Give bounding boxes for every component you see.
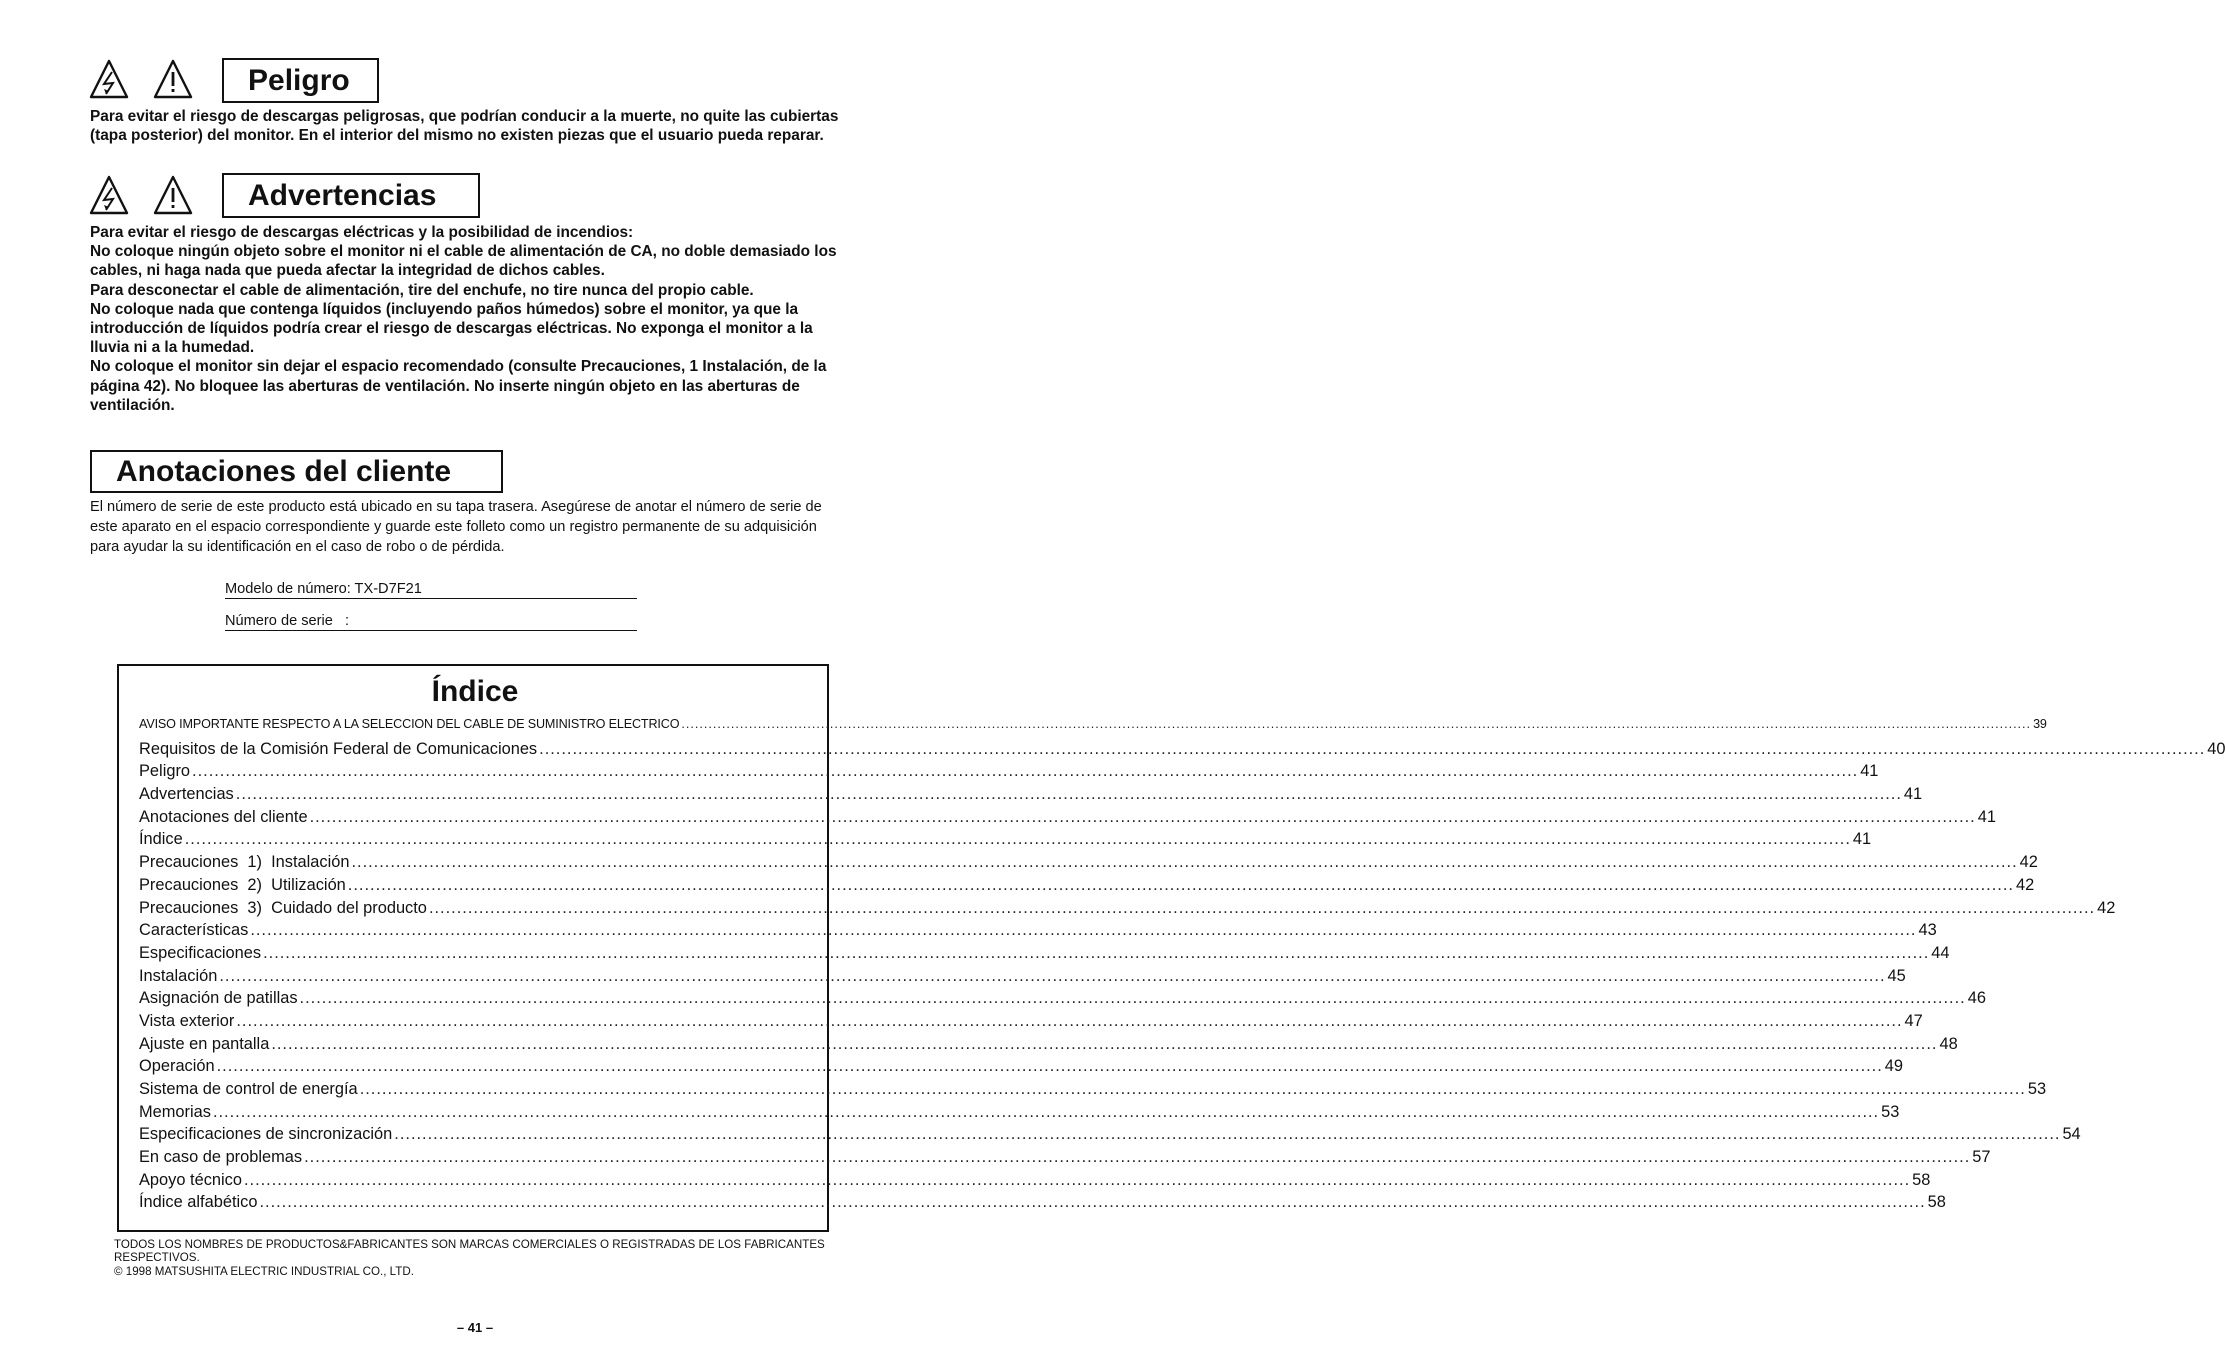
- toc-entry: [139, 1102, 1900, 1126]
- advertencias-heading: [222, 173, 480, 218]
- toc-entry-label: Anotaciones del cliente: [139, 807, 308, 826]
- toc-entry: [139, 1148, 1991, 1171]
- toc-entry-page: 44: [1931, 943, 1950, 962]
- toc-entry: [139, 966, 1906, 990]
- toc-entry-label: Precauciones 3) Cuidado del producto: [139, 898, 427, 917]
- toc-entry: [139, 853, 2038, 876]
- toc-entry-label: AVISO IMPORTANTE RESPECTO A LA SELECCION DEL CABLE DE SUMINISTRO ELECTRICO: [139, 717, 680, 731]
- toc-entry: [139, 739, 2226, 763]
- toc-entry: [139, 785, 1923, 808]
- toc-entry-page: 41: [1977, 807, 1996, 826]
- toc-entry-label: Memorias: [139, 1102, 211, 1121]
- toc-dot-leader: ............................................................................................................................................................................................................................................................................................................: [212, 1102, 1880, 1121]
- toc-entry-label: Peligro: [139, 762, 191, 781]
- toc-dot-leader: ............................................................................................................................................................................................................................................................................................................: [243, 1170, 1911, 1189]
- toc-dot-leader: ............................................................................................................................................................................................................................................................................................................: [359, 1080, 2026, 1098]
- toc-entry: [139, 1193, 1946, 1216]
- toc-dot-leader: ............................................................................................................................................................................................................................................................................................................: [263, 943, 1930, 962]
- model-number-field: [225, 580, 637, 599]
- toc-entry-label: Índice: [139, 830, 183, 849]
- caution-exclamation-icon: [152, 174, 194, 216]
- toc-entry-page: 48: [1939, 1034, 1958, 1053]
- toc-entry: [139, 830, 1872, 853]
- toc-entry: [139, 762, 1879, 785]
- toc-entry-label: Características: [139, 921, 249, 940]
- toc-entry-label: En caso de problemas: [139, 1148, 303, 1167]
- toc-dot-leader: ............................................................................................................................................................................................................................................................................................................: [347, 875, 2014, 894]
- index-title: Índice: [431, 675, 519, 708]
- toc-entry: [139, 875, 2035, 899]
- model-number-label: Modelo de número:: [225, 581, 351, 597]
- toc-entry-label: Precauciones 2) Utilización: [139, 875, 346, 894]
- toc-entry-label: Vista exterior: [139, 1011, 235, 1030]
- toc-dot-leader: ............................................................................................................................................................................................................................................................................................................: [299, 989, 1966, 1008]
- peligro-title: Peligro: [248, 63, 350, 97]
- toc-entry-page: 46: [1967, 989, 1986, 1008]
- toc-entry-label: Especificaciones: [139, 943, 262, 962]
- toc-entry-page: 57: [1972, 1148, 1991, 1167]
- toc-entry: [139, 943, 1950, 967]
- toc-entry: [139, 921, 1937, 944]
- toc-entry: [139, 807, 1996, 831]
- toc-dot-leader: ............................................................................................................................................................................................................................................................................................................: [192, 762, 1859, 781]
- toc-entry: [139, 717, 2047, 740]
- toc-dot-leader: ............................................................................................................................................................................................................................................................................................................: [681, 717, 2032, 731]
- electric-shock-warning-icon: [88, 58, 130, 100]
- footer-notice: TODOS LOS NOMBRES DE PRODUCTOS&FABRICANTES SON MARCAS COMERCIALES O REGISTRADAS DE LOS FABRICANTES RESPECTIVOS. © 1998 MATSUSHITA ELECTRIC INDUSTRIAL CO., LTD.: [114, 1238, 825, 1278]
- toc-entry: [139, 1011, 1923, 1035]
- toc-entry-label: Apoyo técnico: [139, 1170, 242, 1189]
- toc-dot-leader: ............................................................................................................................................................................................................................................................................................................: [216, 1057, 1883, 1076]
- toc-entry-page: 58: [1927, 1193, 1946, 1212]
- advertencias-text: Para evitar el riesgo de descargas eléctricas y la posibilidad de incendios: No coloque ningún objeto sobre el monitor ni el cable de alimentación de CA, no doble demasiado los cables, ni haga nada que pueda afectar la integridad de dichos cables. Para desconectar el cable de alimentación, tire del enchufe, no tire nunca del propio cable. No coloque nada que contenga líquidos (incluyendo paños húmedos) sobre el monitor, ya que la introducción de líquidos podría crear el riesgo de descargas eléctricas. No exponga el monitor a la lluvia ni a la humedad. No coloque el monitor sin dejar el espacio recomendado (consulte Precauciones, 1 Instalación, de la página 42). No bloquee las aberturas de ventilación. No inserte ningún objeto en las aberturas de ventilación.: [90, 224, 837, 414]
- toc-entry-page: 43: [1918, 921, 1937, 940]
- peligro-text: Para evitar el riesgo de descargas peligrosas, que podrían conducir a la muerte, no quite las cubiertas (tapa posterior) del monitor. En el interior del mismo no existen piezas que el usuario pueda reparar.: [90, 108, 839, 145]
- toc-entry-page: 40: [2207, 739, 2226, 758]
- toc-dot-leader: ............................................................................................................................................................................................................................................................................................................: [219, 966, 1886, 985]
- toc-entry-page: 58: [1912, 1170, 1931, 1189]
- toc-entry-page: 41: [1852, 830, 1872, 849]
- anotaciones-title: Anotaciones del cliente: [116, 454, 452, 488]
- toc-dot-leader: ............................................................................................................................................................................................................................................................................................................: [394, 1125, 2061, 1144]
- advertencias-title: Advertencias: [248, 178, 437, 212]
- toc-entry-page: 41: [1903, 785, 1923, 804]
- toc-entry-label: Ajuste en pantalla: [139, 1034, 270, 1053]
- toc-dot-leader: ............................................................................................................................................................................................................................................................................................................: [309, 807, 1976, 826]
- toc-dot-leader: ............................................................................................................................................................................................................................................................................................................: [539, 739, 2206, 758]
- serial-number-field: [225, 612, 637, 631]
- toc-entry-page: 47: [1904, 1011, 1923, 1030]
- toc-entry-page: 53: [1881, 1102, 1900, 1121]
- toc-dot-leader: ............................................................................................................................................................................................................................................................................................................: [351, 853, 2018, 872]
- toc-entry-label: Requisitos de la Comisión Federal de Comunicaciones: [139, 739, 538, 758]
- toc-entry: [139, 1080, 2047, 1103]
- electric-shock-warning-icon: [88, 174, 130, 216]
- toc-dot-leader: ............................................................................................................................................................................................................................................................................................................: [236, 1011, 1903, 1030]
- toc-entry-page: 41: [1860, 762, 1879, 781]
- toc-entry-page: 42: [2097, 898, 2116, 917]
- table-of-contents: [139, 717, 2226, 1216]
- toc-entry-label: Asignación de patillas: [139, 989, 298, 1008]
- toc-entry: [139, 989, 1986, 1012]
- toc-entry: [139, 1034, 1958, 1058]
- toc-entry-label: Instalación: [139, 966, 218, 985]
- toc-dot-leader: ............................................................................................................................................................................................................................................................................................................: [271, 1034, 1938, 1053]
- toc-entry-label: Sistema de control de energía: [139, 1080, 358, 1098]
- toc-dot-leader: ............................................................................................................................................................................................................................................................................................................: [259, 1193, 1926, 1212]
- peligro-heading: [222, 58, 379, 103]
- toc-entry: [139, 1057, 1904, 1080]
- toc-entry-page: 49: [1884, 1057, 1904, 1076]
- caution-exclamation-icon: [152, 58, 194, 100]
- model-number-value: TX-D7F21: [354, 581, 422, 597]
- toc-dot-leader: ............................................................................................................................................................................................................................................................................................................: [184, 830, 1851, 849]
- toc-entry-page: 42: [2015, 875, 2035, 894]
- page-number: – 41 –: [456, 1320, 494, 1335]
- toc-entry: [139, 1170, 1931, 1194]
- toc-entry-page: 42: [2019, 853, 2038, 872]
- toc-entry: [139, 1125, 2081, 1148]
- toc-entry-label: Especificaciones de sincronización: [139, 1125, 393, 1144]
- anotaciones-text: El número de serie de este producto está ubicado en su tapa trasera. Asegúrese de anotar el número de serie de este aparato en el espacio correspondiente y guarde este folleto como un registro permanente de su adquisición para ayudar la su identificación en el caso de robo o de pérdida.: [90, 499, 822, 555]
- toc-entry-label: Índice alfabético: [139, 1193, 258, 1212]
- toc-entry-page: 39: [2033, 717, 2047, 731]
- toc-entry-label: Advertencias: [139, 785, 234, 804]
- toc-dot-leader: ............................................................................................................................................................................................................................................................................................................: [250, 921, 1917, 940]
- anotaciones-heading: [90, 450, 503, 493]
- serial-number-label: Número de serie :: [225, 613, 350, 629]
- toc-dot-leader: ............................................................................................................................................................................................................................................................................................................: [235, 785, 1902, 804]
- toc-entry: [139, 898, 2116, 922]
- toc-entry-page: 53: [2027, 1080, 2047, 1098]
- toc-entry-page: 45: [1887, 966, 1906, 985]
- toc-dot-leader: ............................................................................................................................................................................................................................................................................................................: [304, 1148, 1971, 1167]
- toc-entry-label: Precauciones 1) Instalación: [139, 853, 350, 872]
- toc-entry-label: Operación: [139, 1057, 215, 1076]
- toc-dot-leader: ............................................................................................................................................................................................................................................................................................................: [428, 898, 2096, 917]
- toc-entry-page: 54: [2062, 1125, 2081, 1144]
